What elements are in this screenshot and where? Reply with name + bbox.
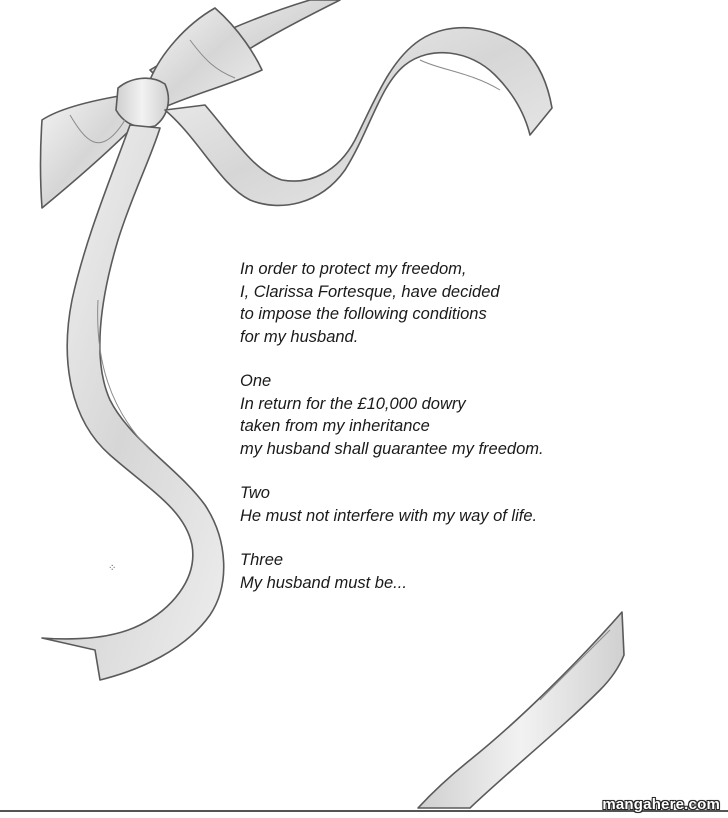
- letter-line: I, Clarissa Fortesque, have decided: [240, 282, 500, 301]
- letter-line: my husband shall guarantee my freedom.: [240, 439, 544, 458]
- letter-line: to impose the following conditions: [240, 305, 487, 323]
- ribbon-bottom-band: [418, 612, 624, 808]
- letter-line: He must not interfere with my way of life.: [240, 506, 538, 525]
- letter-text: [240, 258, 600, 616]
- letter-line: taken from my inheritance: [240, 417, 430, 435]
- paragraph-condition-three: [240, 549, 600, 594]
- letter-line: In order to protect my freedom,: [240, 260, 467, 278]
- watermark: mangahere.com: [602, 796, 720, 813]
- paragraph-intro: [240, 258, 600, 348]
- ribbon-knot: [116, 78, 168, 127]
- condition-heading: One: [240, 372, 272, 390]
- condition-heading: Two: [240, 484, 270, 502]
- ink-speck: ⁘: [108, 563, 117, 574]
- paragraph-condition-two: [240, 482, 600, 527]
- paragraph-condition-one: [240, 370, 600, 460]
- letter-line: My husband must be...: [240, 573, 407, 592]
- condition-heading: Three: [240, 551, 284, 569]
- ribbon-left-streamer: [42, 125, 224, 680]
- letter-line: for my husband.: [240, 327, 359, 346]
- letter-line: In return for the £10,000 dowry: [240, 394, 466, 413]
